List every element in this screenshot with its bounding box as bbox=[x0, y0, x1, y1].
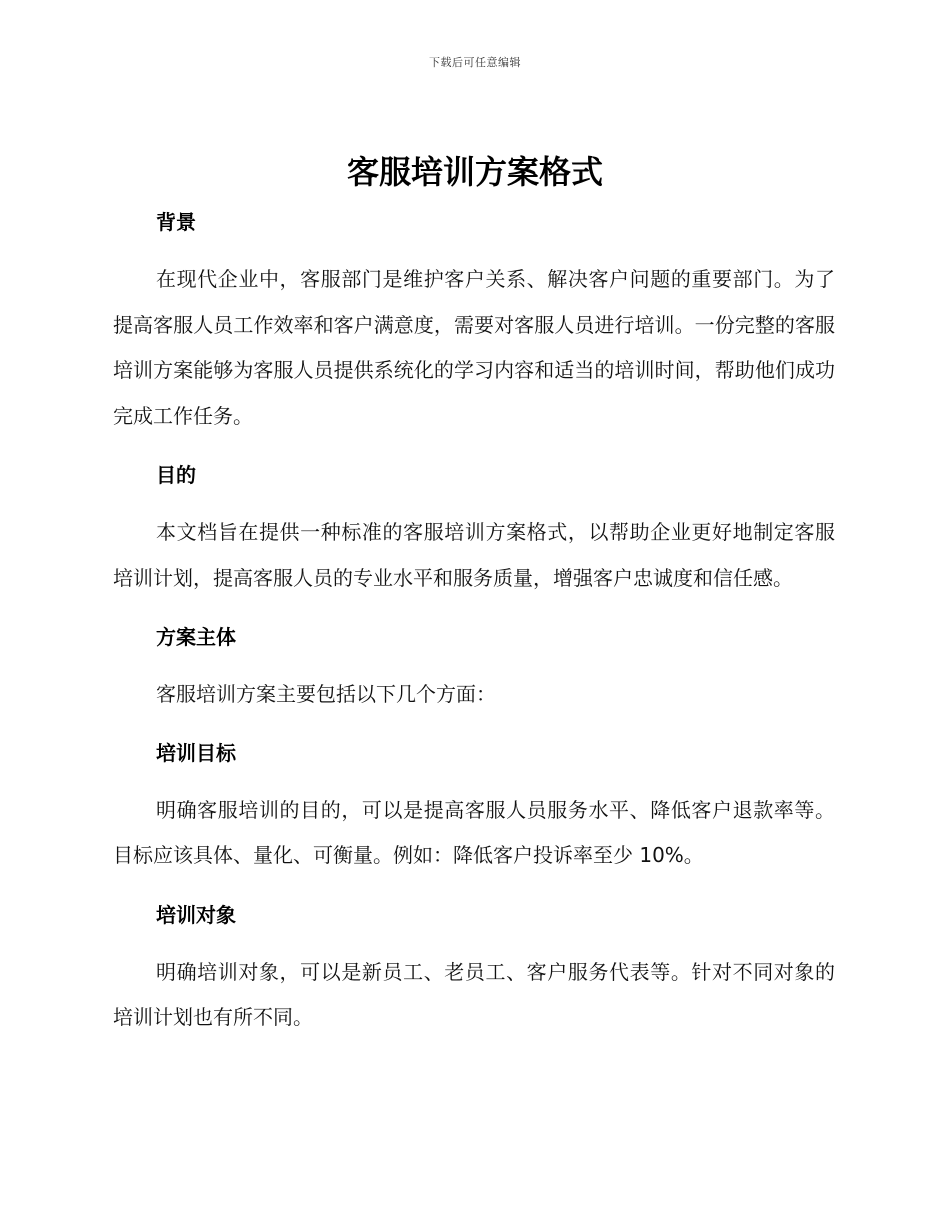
section-heading-training-goals: 培训目标 bbox=[156, 740, 236, 765]
section-heading-plan-body: 方案主体 bbox=[156, 625, 236, 649]
page-header-note: 下载后可任意编辑 bbox=[429, 56, 521, 69]
section-heading-training-audience: 培训对象 bbox=[156, 902, 236, 927]
document-body bbox=[113, 200, 835, 1041]
section-paragraph-purpose: 本文档旨在提供一种标准的客服培训方案格式，以帮助企业更好地制定客服培训计划，提高客服人员的专业水平和服务质量，增强客户忠诚度和信任感。 bbox=[113, 520, 835, 590]
section-paragraph-background: 在现代企业中，客服部门是维护客户关系、解决客户问题的重要部门。为了提高客服人员工作效率和客户满意度，需要对客服人员进行培训。一份完整的客服培训方案能够为客服人员提供系统化的学习内容和适当的培训时间，帮助他们成功完成工作任务。 bbox=[113, 267, 835, 428]
section-heading-purpose: 目的 bbox=[156, 463, 196, 487]
section-paragraph-training-goals: 明确客服培训的目的，可以是提高客服人员服务水平、降低客户退款率等。目标应该具体、量化、可衡量。例如：降低客户投诉率至少 10%。 bbox=[113, 797, 835, 867]
section-paragraph-training-audience: 明确培训对象，可以是新员工、老员工、客户服务代表等。针对不同对象的培训计划也有所不同。 bbox=[113, 959, 835, 1029]
section-paragraph-plan-body: 客服培训方案主要包括以下几个方面： bbox=[156, 682, 496, 706]
document-title: 客服培训方案格式 bbox=[346, 153, 603, 191]
section-heading-background: 背景 bbox=[156, 210, 196, 234]
